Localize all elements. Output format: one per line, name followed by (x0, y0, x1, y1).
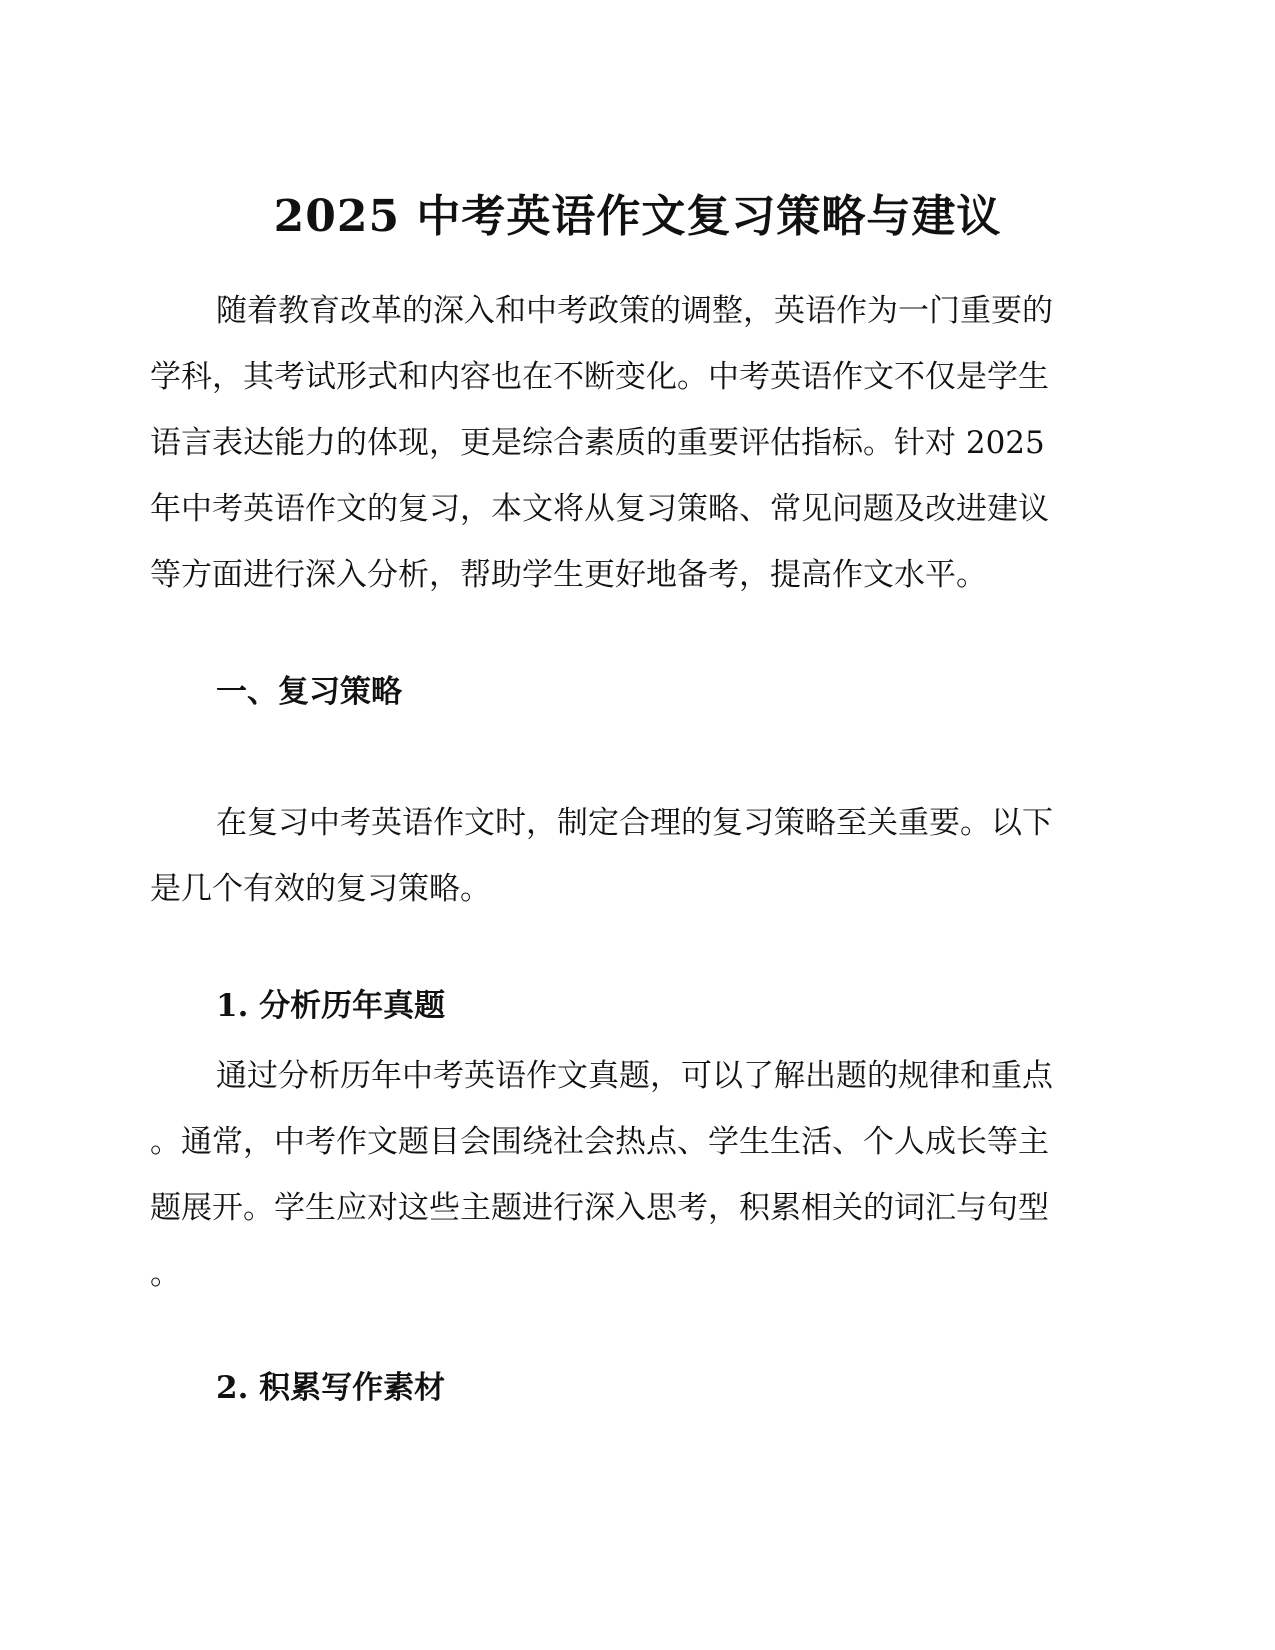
section-1-intro-line-1: 在复习中考英语作文时，制定合理的复习策略至关重要。以下 (216, 805, 1053, 841)
section-1-intro-paragraph (150, 790, 1130, 922)
item-1-line-1: 通过分析历年中考英语作文真题，可以了解出题的规律和重点 (216, 1058, 1053, 1094)
intro-line-2: 学科，其考试形式和内容也在不断变化。中考英语作文不仅是学生 (150, 359, 1049, 395)
intro-line-1: 随着教育改革的深入和中考政策的调整，英语作为一门重要的 (216, 293, 1053, 329)
item-1-line-2: 。通常，中考作文题目会围绕社会热点、学生生活、个人成长等主 (150, 1124, 1049, 1160)
intro-line-4: 年中考英语作文的复习，本文将从复习策略、常见问题及改进建议 (150, 491, 1049, 527)
section-1-heading: 一、复习策略 (216, 674, 402, 710)
section-1-intro-line-2: 是几个有效的复习策略。 (150, 871, 491, 907)
item-2-heading: 2. 积累写作素材 (216, 1370, 446, 1406)
item-1-line-4: 。 (150, 1256, 181, 1292)
document-title: 2025 中考英语作文复习策略与建议 (273, 191, 1002, 243)
item-1-heading: 1. 分析历年真题 (216, 988, 446, 1024)
intro-paragraph (150, 278, 1130, 608)
item-1-paragraph (150, 1043, 1130, 1307)
intro-line-5: 等方面进行深入分析，帮助学生更好地备考，提高作文水平。 (150, 557, 987, 593)
intro-line-3: 语言表达能力的体现，更是综合素质的重要评估指标。针对 2025 (150, 425, 1045, 461)
item-1-line-3: 题展开。学生应对这些主题进行深入思考，积累相关的词汇与句型 (150, 1190, 1049, 1226)
